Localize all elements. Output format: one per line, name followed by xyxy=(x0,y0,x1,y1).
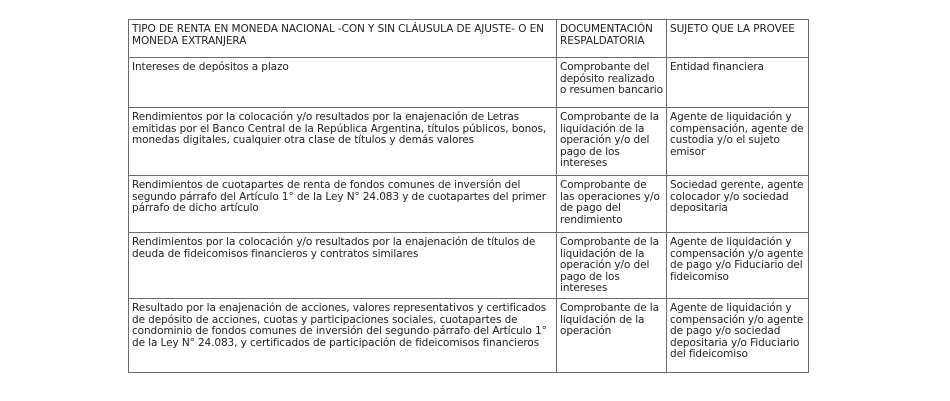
header-documentacion: DOCUMENTACIÓN RESPALDATORIA xyxy=(557,20,667,58)
table-row xyxy=(129,176,809,233)
cell-documentacion: Comprobante de la liquidación de la operación y/o del pago de los intereses xyxy=(557,233,667,299)
cell-sujeto: Sociedad gerente, agente colocador y/o sociedad depositaria xyxy=(667,176,809,233)
cell-sujeto: Entidad financiera xyxy=(667,58,809,108)
cell-tipo: Rendimientos de cuotapartes de renta de fondos comunes de inversión del segundo párrafo del Artículo 1° de la Ley N° 24.083 y de cuotapartes del primer párrafo de dicho artículo xyxy=(129,176,557,233)
header-sujeto: SUJETO QUE LA PROVEE xyxy=(667,20,809,58)
table-row xyxy=(129,108,809,176)
cell-documentacion: Comprobante de la liquidación de la operación y/o del pago de los intereses xyxy=(557,108,667,176)
header-row xyxy=(129,20,809,58)
cell-tipo: Rendimientos por la colocación y/o resultados por la enajenación de títulos de deuda de fideicomisos financieros y contratos similares xyxy=(129,233,557,299)
table-header xyxy=(129,20,809,58)
cell-documentacion: Comprobante de la liquidación de la operación xyxy=(557,299,667,373)
cell-documentacion: Comprobante de las operaciones y/o de pago del rendimiento xyxy=(557,176,667,233)
table-row xyxy=(129,233,809,299)
cell-tipo: Intereses de depósitos a plazo xyxy=(129,58,557,108)
table-body xyxy=(129,58,809,373)
cell-sujeto: Agente de liquidación y compensación y/o agente de pago y/o sociedad depositaria y/o Fiduciario del fideicomiso xyxy=(667,299,809,373)
cell-sujeto: Agente de liquidación y compensación y/o agente de pago y/o Fiduciario del fideicomiso xyxy=(667,233,809,299)
renta-documentation-table xyxy=(128,19,809,373)
cell-documentacion: Comprobante del depósito realizado o resumen bancario xyxy=(557,58,667,108)
cell-sujeto: Agente de liquidación y compensación, agente de custodia y/o el sujeto emisor xyxy=(667,108,809,176)
cell-tipo: Rendimientos por la colocación y/o resultados por la enajenación de Letras emitidas por el Banco Central de la República Argentina, títulos públicos, bonos, monedas digitales, cualquier otra clase de títulos y demás valores xyxy=(129,108,557,176)
table-row xyxy=(129,58,809,108)
cell-tipo: Resultado por la enajenación de acciones, valores representativos y certificados de depósito de acciones, cuotas y participaciones sociales, cuotapartes de condominio de fondos comunes de inversión del segundo párrafo del Artículo 1° de la Ley N° 24.083, y certificados de participación de fideicomisos financieros xyxy=(129,299,557,373)
header-tipo-de-renta: TIPO DE RENTA EN MONEDA NACIONAL -CON Y SIN CLÁUSULA DE AJUSTE- O EN MONEDA EXTRANJERA xyxy=(129,20,557,58)
table-row xyxy=(129,299,809,373)
